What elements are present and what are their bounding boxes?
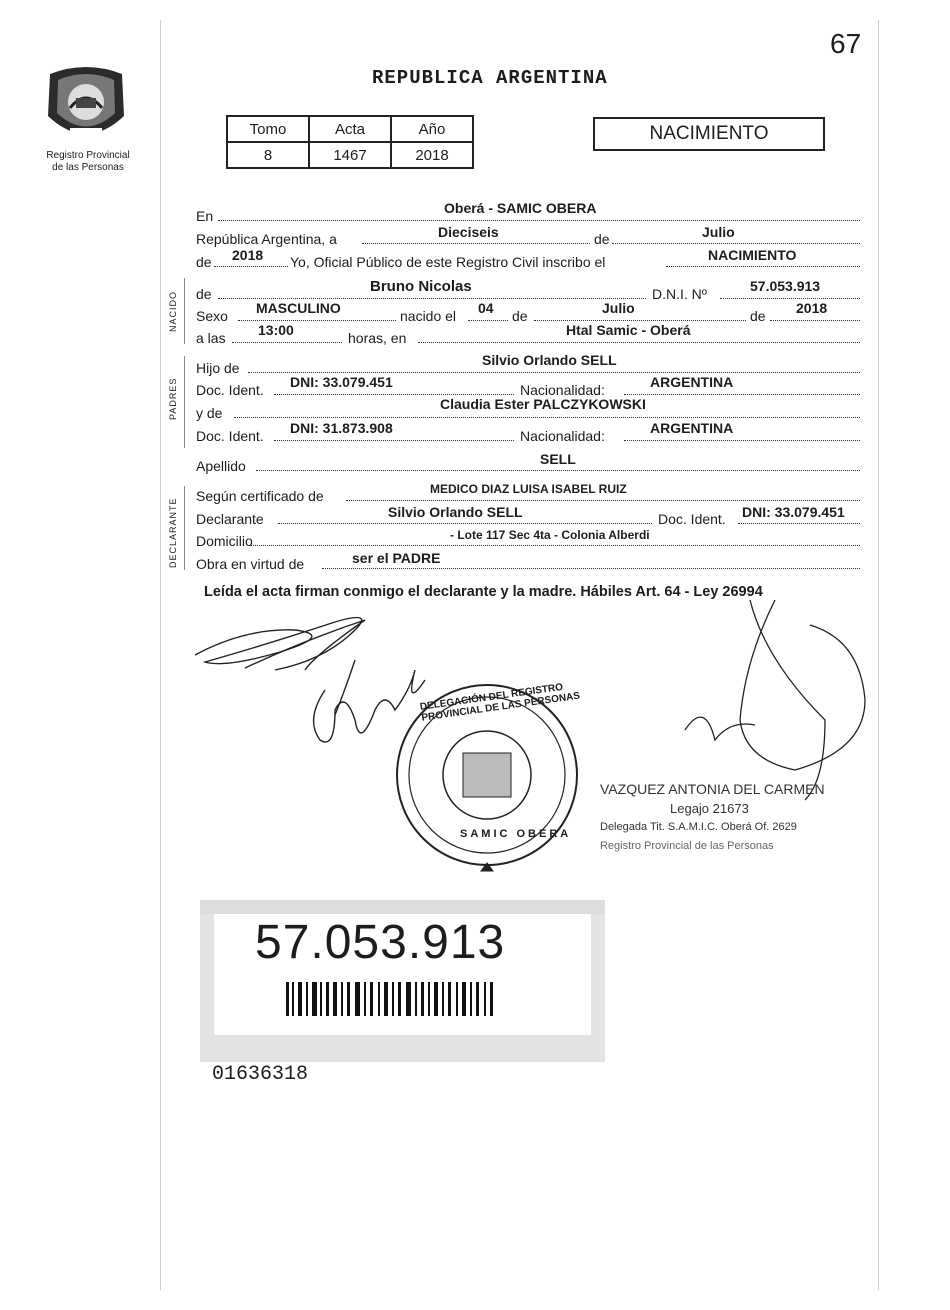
dotted-line bbox=[218, 220, 860, 221]
dotted-line bbox=[234, 417, 860, 418]
address-label: Domicilio bbox=[196, 533, 253, 549]
declarant-label: Declarante bbox=[196, 511, 264, 527]
dotted-line bbox=[418, 342, 860, 343]
day-value: Dieciseis bbox=[438, 224, 499, 240]
dotted-line bbox=[322, 568, 860, 569]
row-place bbox=[196, 208, 213, 228]
dotted-line bbox=[256, 470, 860, 471]
declarant-doc-value: DNI: 33.079.451 bbox=[742, 504, 845, 520]
province-coat-of-arms bbox=[40, 58, 140, 155]
and-label: y de bbox=[196, 405, 223, 421]
birth-month-value: Julio bbox=[602, 300, 635, 316]
born-label: nacido el bbox=[400, 308, 457, 324]
official-legajo: Legajo 21673 bbox=[670, 801, 749, 816]
address-value: - Lote 117 Sec 4ta - Colonia Alberdi bbox=[450, 528, 650, 542]
birth-day-value: 04 bbox=[478, 300, 494, 316]
father-value: Silvio Orlando SELL bbox=[482, 352, 617, 368]
sex-value: MASCULINO bbox=[256, 300, 341, 316]
header-tomo: Tomo bbox=[227, 116, 309, 142]
acts-label: Obra en virtud de bbox=[196, 556, 305, 572]
son-of-label: Hijo de bbox=[196, 360, 240, 376]
declarant-doc-label: Doc. Ident. bbox=[658, 511, 726, 527]
dotted-line bbox=[218, 298, 646, 299]
dotted-line bbox=[534, 320, 746, 321]
official-text: Yo, Oficial Público de este Registro Civil inscribo el bbox=[290, 254, 606, 270]
declarant-value: Silvio Orlando SELL bbox=[388, 504, 523, 520]
dotted-line bbox=[468, 320, 508, 321]
official-office: Registro Provincial de las Personas bbox=[600, 840, 774, 852]
hours-label: horas, en bbox=[348, 330, 407, 346]
side-label-declarante: DECLARANTE bbox=[168, 497, 178, 568]
nationality-label-2: Nacionalidad: bbox=[520, 428, 605, 444]
stamp-outer-text: DELEGACIÓN DEL REGISTRO PROVINCIAL DE LAS PERSONAS bbox=[419, 681, 581, 724]
official-role: Delegada Tit. S.A.M.I.C. Oberá Of. 2629 bbox=[600, 821, 797, 833]
value-tomo: 8 bbox=[227, 142, 309, 168]
signature-right bbox=[685, 600, 865, 800]
de-label-2: de bbox=[196, 254, 212, 270]
year-value: 2018 bbox=[232, 247, 264, 263]
dotted-line bbox=[362, 243, 590, 244]
child-name-value: Bruno Nicolas bbox=[370, 278, 472, 295]
seal-caption-line2: de las Personas bbox=[52, 162, 124, 173]
dotted-line bbox=[214, 266, 288, 267]
de-label-4: de bbox=[512, 308, 528, 324]
left-margin-line bbox=[160, 20, 161, 1290]
dotted-line bbox=[624, 394, 860, 395]
dotted-line bbox=[738, 523, 860, 524]
dotted-line bbox=[624, 440, 860, 441]
father-nat-value: ARGENTINA bbox=[650, 374, 734, 390]
dotted-line bbox=[274, 440, 514, 441]
de-label-5: de bbox=[750, 308, 766, 324]
certifier-value: MEDICO DIAZ LUISA ISABEL RUIZ bbox=[430, 482, 627, 496]
stamp-inner-text: SAMIC OBERA bbox=[460, 828, 572, 840]
surname-value: SELL bbox=[540, 451, 576, 467]
at-label: a las bbox=[196, 330, 226, 346]
barcode bbox=[286, 982, 493, 1016]
record-table bbox=[226, 115, 474, 169]
nationality-label: Nacionalidad: bbox=[520, 382, 605, 398]
row-date bbox=[196, 231, 337, 251]
place-value: Oberá - SAMIC OBERA bbox=[444, 200, 597, 216]
sex-label: Sexo bbox=[196, 308, 228, 324]
record-type-box: NACIMIENTO bbox=[593, 117, 825, 151]
dotted-line bbox=[612, 243, 860, 244]
doc-ident-label: Doc. Ident. bbox=[196, 382, 264, 398]
dotted-line bbox=[278, 523, 652, 524]
seal-caption-line1: Registro Provincial bbox=[46, 150, 130, 161]
declarante-divider bbox=[184, 486, 185, 570]
birth-year-value: 2018 bbox=[796, 300, 828, 316]
acts-value: ser el PADRE bbox=[352, 550, 441, 566]
dotted-line bbox=[238, 320, 396, 321]
seal-caption bbox=[34, 150, 142, 174]
father-doc-value: DNI: 33.079.451 bbox=[290, 374, 393, 390]
dotted-line bbox=[770, 320, 860, 321]
dotted-line bbox=[250, 545, 860, 546]
inscribed-value: NACIMIENTO bbox=[708, 247, 797, 263]
header-acta: Acta bbox=[309, 116, 391, 142]
surname-label: Apellido bbox=[196, 458, 246, 474]
value-acta: 1467 bbox=[309, 142, 391, 168]
side-label-padres: PADRES bbox=[168, 377, 178, 420]
doc-ident-label-2: Doc. Ident. bbox=[196, 428, 264, 444]
republic-label: República Argentina, a bbox=[196, 231, 337, 247]
mother-nat-value: ARGENTINA bbox=[650, 420, 734, 436]
en-label: En bbox=[196, 208, 214, 224]
header-anio: Año bbox=[391, 116, 473, 142]
value-anio: 2018 bbox=[391, 142, 473, 168]
side-label-nacido: NACIDO bbox=[168, 290, 178, 332]
mother-doc-value: DNI: 31.873.908 bbox=[290, 420, 393, 436]
dotted-line bbox=[346, 500, 860, 501]
de-label-3: de bbox=[196, 286, 212, 302]
time-value: 13:00 bbox=[258, 322, 294, 338]
cert-label: Según certificado de bbox=[196, 488, 324, 504]
barcode-number: 57.053.913 bbox=[255, 916, 506, 969]
de-label: de bbox=[594, 231, 610, 247]
month-value: Julio bbox=[702, 224, 735, 240]
serial-number: 01636318 bbox=[212, 1063, 309, 1086]
nacido-divider bbox=[184, 278, 185, 344]
dotted-line bbox=[248, 372, 860, 373]
dotted-line bbox=[666, 266, 860, 267]
dotted-line bbox=[274, 394, 514, 395]
official-name: VAZQUEZ ANTONIA DEL CARMEN bbox=[600, 781, 825, 797]
dni-value: 57.053.913 bbox=[750, 278, 821, 294]
closing-text: Leída el acta firman conmigo el declarante y la madre. Hábiles Art. 64 - Ley 26994 bbox=[204, 584, 763, 600]
dotted-line bbox=[232, 342, 342, 343]
mother-value: Claudia Ester PALCZYKOWSKI bbox=[440, 396, 646, 412]
padres-divider bbox=[184, 356, 185, 448]
dotted-line bbox=[720, 298, 860, 299]
birth-place-value: Htal Samic - Oberá bbox=[566, 322, 691, 338]
signature-left bbox=[195, 618, 425, 743]
document-title: REPUBLICA ARGENTINA bbox=[372, 67, 608, 89]
official-stamp bbox=[600, 780, 825, 856]
dni-label: D.N.I. Nº bbox=[652, 286, 707, 302]
page-number: 67 bbox=[830, 28, 862, 59]
